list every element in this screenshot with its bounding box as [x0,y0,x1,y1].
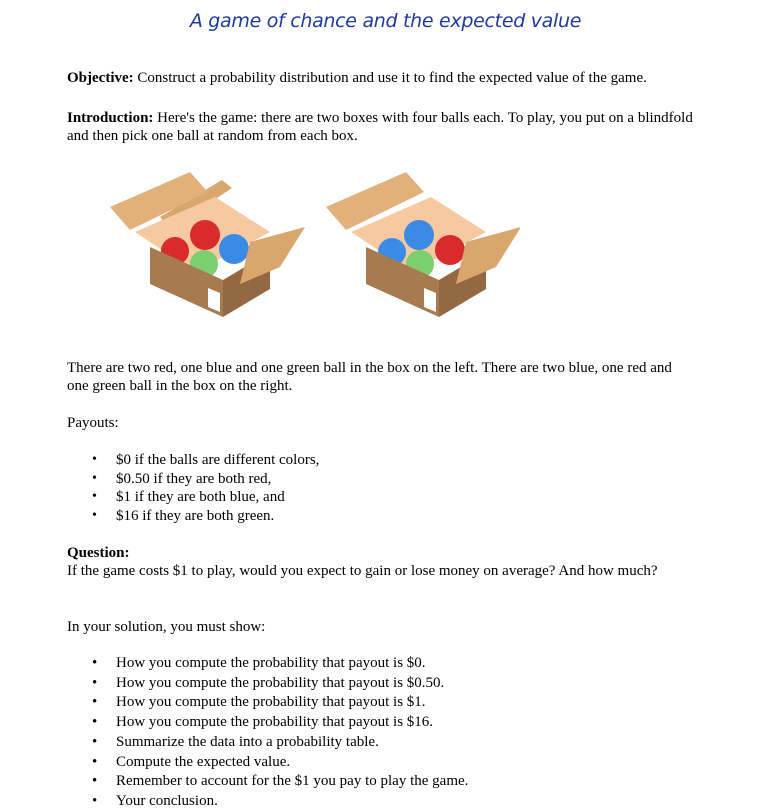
payout-item: • $0 if the balls are different colors, [92,451,319,470]
question-label: Question: [67,545,130,561]
solution-item: • Your conclusion. [92,792,468,812]
objective-label: Objective: [67,70,134,86]
payout-item: • $0.50 if they are both red, [92,470,319,489]
solution-item: • How you compute the probability that payout is $16. [92,713,468,733]
solution-item: • How you compute the probability that payout is $1. [92,693,468,713]
boxes-illustration [100,172,520,322]
introduction-text: Here's the game: there are two boxes with four balls each. To play, you put on a blindfold and then pick one ball at random from each box. [67,110,693,144]
right-ball-red [435,235,465,265]
solution-list [92,654,468,812]
page-title: A game of chance and the expected value [189,10,582,32]
description-paragraph: There are two red, one blue and one green ball in the box on the left. There are two blue, one red and one green ball in the box on the right. [67,360,672,394]
question-text: If the game costs $1 to play, would you expect to gain or lose money on average? And how much? [67,563,658,579]
payouts-heading: Payouts: [67,415,119,431]
solution-item: • Summarize the data into a probability table. [92,733,468,753]
solution-item: • How you compute the probability that payout is $0. [92,654,468,674]
left-ball-blue [219,234,249,264]
solution-heading: In your solution, you must show: [67,619,266,635]
objective-text: Construct a probability distribution and use it to find the expected value of the game. [133,70,647,86]
right-ball-blue-2 [404,220,434,250]
solution-item: • Compute the expected value. [92,753,468,773]
payout-item: • $16 if they are both green. [92,507,319,526]
left-box [110,172,305,317]
left-ball-red-2 [190,220,220,250]
right-box [326,172,520,317]
objective-paragraph [67,69,697,87]
introduction-paragraph [67,109,697,145]
payout-item: • $1 if they are both blue, and [92,488,319,507]
solution-item: • Remember to account for the $1 you pay to play the game. [92,772,468,792]
introduction-label: Introduction: [67,110,154,126]
solution-item: • How you compute the probability that payout is $0.50. [92,674,468,694]
question-paragraph [67,544,697,580]
payouts-list [92,451,319,525]
